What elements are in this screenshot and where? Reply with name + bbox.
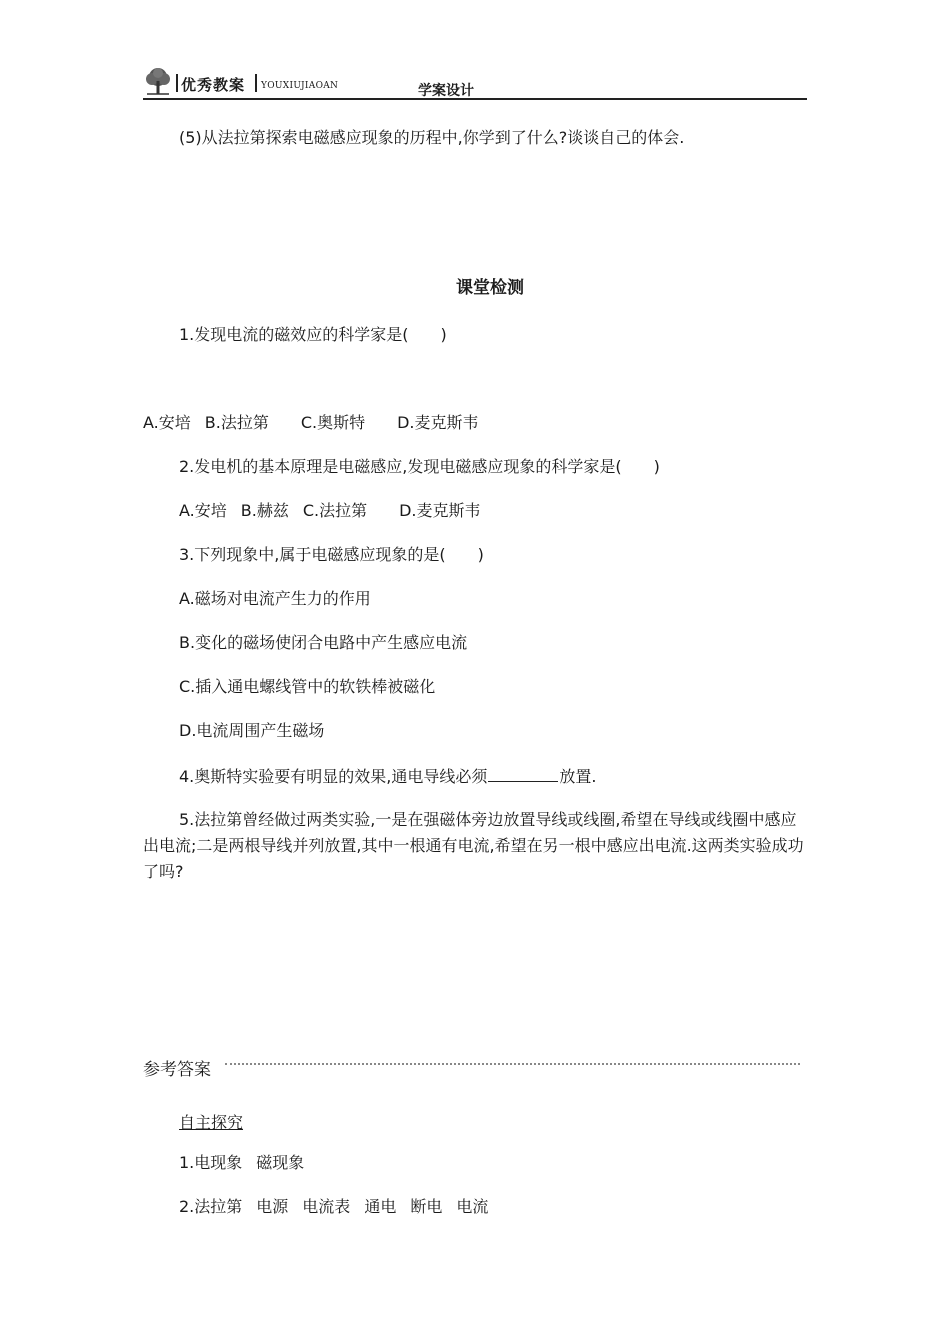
answer-item: 电流 <box>456 1197 489 1216</box>
option: B.法拉第 <box>204 413 269 432</box>
section-title: 课堂检测 <box>456 278 524 298</box>
answer-item: 通电 <box>364 1197 397 1216</box>
question-options <box>143 413 479 433</box>
tree-logo-icon <box>143 66 173 96</box>
answer-item: 1.电现象 <box>179 1153 243 1172</box>
question-text: 放置. <box>559 767 597 786</box>
dotted-divider <box>225 1063 800 1065</box>
logo-text-en: YOUXIUJIAOAN <box>261 81 339 91</box>
question-options <box>179 501 481 521</box>
question-option: C.插入通电螺线管中的软铁棒被磁化 <box>179 677 436 696</box>
question-text: 4.奥斯特实验要有明显的效果,通电导线必须 <box>179 767 488 786</box>
logo-divider <box>255 74 257 92</box>
answer-line <box>179 1197 488 1217</box>
answer-item: 2.法拉第 <box>179 1197 243 1216</box>
question-stem: 2.发电机的基本原理是电磁感应,发现电磁感应现象的科学家是( ) <box>179 457 660 476</box>
question-stem: 3.下列现象中,属于电磁感应现象的是( ) <box>179 545 484 564</box>
intro-question: (5)从法拉第探索电磁感应现象的历程中,你学到了什么?谈谈自己的体会. <box>179 128 685 147</box>
question-stem: 5.法拉第曾经做过两类实验,一是在强磁体旁边放置导线或线圈,希望在导线或线圈中感应出电流;二是两根导线并列放置,其中一根通有电流,希望在另一根中感应出电流.这两类实验成功了吗? <box>143 810 804 881</box>
answer-item: 磁现象 <box>256 1153 305 1172</box>
answer-item: 电流表 <box>302 1197 351 1216</box>
option: D.麦克斯韦 <box>397 413 479 432</box>
option: A.安培 <box>143 413 191 432</box>
doc-type-title: 学案设计 <box>418 83 474 99</box>
option: D.麦克斯韦 <box>399 501 481 520</box>
option: B.赫兹 <box>240 501 289 520</box>
answers-title: 参考答案 <box>143 1060 211 1080</box>
question-stem <box>179 765 596 787</box>
question-option: A.磁场对电流产生力的作用 <box>179 589 371 608</box>
answer-line <box>179 1153 304 1173</box>
logo-divider <box>176 74 178 92</box>
logo-text-cn: 优秀教案 <box>181 76 246 94</box>
question-stem: 1.发现电流的磁效应的科学家是( ) <box>179 325 447 344</box>
answer-item: 电源 <box>256 1197 289 1216</box>
question-option: D.电流周围产生磁场 <box>179 721 325 740</box>
answer-item: 断电 <box>410 1197 443 1216</box>
option: C.法拉第 <box>302 501 368 520</box>
answers-subtitle: 自主探究 <box>179 1113 244 1132</box>
option: A.安培 <box>179 501 227 520</box>
option: C.奥斯特 <box>300 413 366 432</box>
answer-blank <box>488 765 558 782</box>
page-header <box>143 66 807 100</box>
question-option: B.变化的磁场使闭合电路中产生感应电流 <box>179 633 468 652</box>
